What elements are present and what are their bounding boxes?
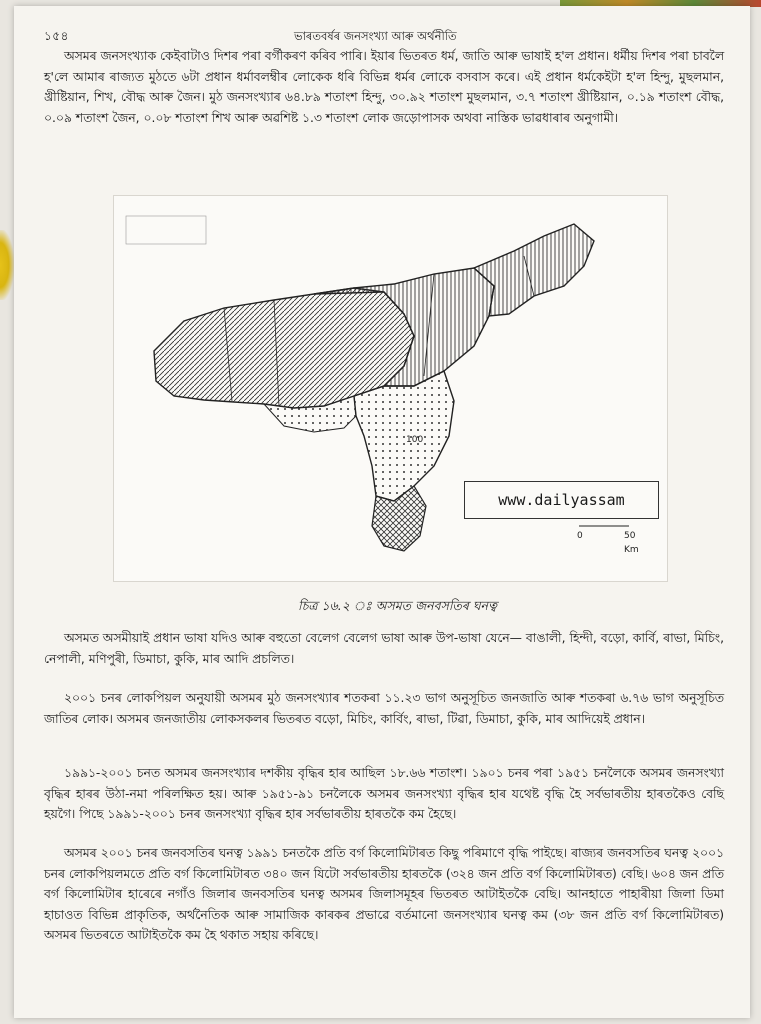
map-artifact — [126, 216, 206, 244]
yellow-edge-mark — [0, 230, 14, 300]
page-number: ১৫৪ — [44, 29, 69, 43]
map-region-east — [474, 224, 594, 316]
scale-unit: Km — [624, 545, 639, 555]
map-region-south — [354, 371, 454, 501]
assam-map — [114, 196, 667, 581]
page-header — [44, 28, 724, 48]
paragraph-religion: অসমৰ জনসংখ্যাক কেইবাটাও দিশৰ পৰা বৰ্গীকৰণ কৰিব পাৰি। ইয়াৰ ভিতৰত ধৰ্ম, জাতি আৰু ভাষাই হ'ল প্ৰধান। ধৰ্মীয় দিশৰ পৰা চাবলৈ হ'লে আমাৰ ৰাজ্যত মুঠতে ৬টা প্ৰধান ধৰ্মাবলম্বীৰ লোকেক ধৰি বিভিন্ন ধৰ্মৰ লোকে বসবাস কৰে। এই প্ৰধান ধৰ্মকেইটা হ'ল হিন্দু, মুছলমান, খ্ৰীষ্টিয়ান, শিখ, বৌদ্ধ আৰু জৈন। মুঠ জনসংখ্যাৰ ৬৪.৮৯ শতাংশ হিন্দু, ৩০.৯২ শতাংশ মুছলমান, ৩.৭ শতাংশ খ্ৰীষ্টিয়ান, ০.১৯ শতাংশ বৌদ্ধ, ০.০৯ শতাংশ জৈন, ০.০৮ শতাংশ শিখ আৰু অৱশিষ্ট ১.৩ শতাংশ লোক জড়োপাসক অথবা নাস্তিক ভাৱধাৰাৰ অনুগামী। — [44, 49, 724, 125]
paragraph-languages: অসমত অসমীয়াই প্ৰধান ভাষা যদিও আৰু বহুতো বেলেগ বেলেগ ভাষা আৰু উপ-ভাষা যেনে— বাঙালী, হিন্দী, বড়ো, কাৰ্বি, ৰাভা, মিচিং, নেপালী, মণিপুৰী, ডিমাচা, কুকি, মাৰ আদি প্ৰচলিত। — [44, 631, 724, 666]
scale-zero: 0 — [577, 531, 583, 541]
population-density-map-figure — [113, 195, 668, 582]
running-title: ভাৰতবৰ্ষৰ জনসংখ্যা আৰু অৰ্থনীতি — [294, 29, 457, 43]
paragraph-tribes: ২০০১ চনৰ লোকপিয়ল অনুযায়ী অসমৰ মুঠ জনসংখ্যাৰ শতকৰা ১১.২৩ ভাগ অনুসূচিত জনজাতি আৰু শতকৰা ৬.৭৬ ভাগ অনুসূচিত জাতিৰ লোক। অসমৰ জনজাতীয় লোকসকলৰ ভিতৰত বড়ো, মিচিং, কাৰ্বিং, ৰাভা, টিৱা, ডিমাচা, কুকি, মাৰ আদিয়েই প্ৰধান। — [44, 691, 724, 726]
figure-caption: চিত্ৰ ১৬.২ ঃ অসমত জনবসতিৰ ঘনত্ব — [298, 598, 497, 613]
map-label-100: 100 — [406, 435, 424, 445]
scale-fifty: 50 — [624, 531, 636, 541]
paragraph-growth-rate: ১৯৯১-২০০১ চনত অসমৰ জনসংখ্যাৰ দশকীয় বৃদ্ধিৰ হাৰ আছিল ১৮.৬৬ শতাংশ। ১৯০১ চনৰ পৰা ১৯৫১ চনলৈকে অসমৰ জনসংখ্যা বৃদ্ধিৰ হাৰৰ উঠা-নমা পৰিলক্ষিত হয়। আৰু ১৯৫১-৯১ চনলৈকে অসমৰ জনসংখ্যা বৃদ্ধিৰ হাৰ যথেষ্ট বৃদ্ধি হৈ সৰ্বভাৰতীয় হাৰতকৈও বেছি হয়গৈ। পিছে ১৯৯১-২০০১ চনৰ জনসংখ্যা বৃদ্ধিৰ হাৰ সৰ্বভাৰতীয় হাৰতকৈ কম হৈছে। — [44, 766, 724, 822]
paragraph-density: অসমৰ ২০০১ চনৰ জনবসতিৰ ঘনত্ব ১৯৯১ চনতকৈ প্ৰতি বৰ্গ কিলোমিটাৰত কিছু পৰিমাণে বৃদ্ধি পাইছে। ৰাজ্যৰ জনবসতিৰ ঘনত্ব ২০০১ চনৰ লোকপিয়লমতে প্ৰতি বৰ্গ কিলোমিটাৰত ৩৪০ জন যিটো সৰ্বভাৰতীয় হাৰতকৈ (৩২৪ জন প্ৰতি বৰ্গ কিলোমিটাৰত) বেছি। ৬০৪ জন প্ৰতি বৰ্গ কিলোমিটাৰ হাৰেৰে নগাঁও জিলাৰ জনবসতিৰ ঘনত্ব অসমৰ জিলাসমূহৰ ভিতৰত আটাইতকৈ বেছি। আনহাতে পাহাৰীয়া জিলা ডিমা হাচাওত বিভিন্ন প্ৰাকৃতিক, অৰ্থনৈতিক আৰু সামাজিক কাৰকৰ প্ৰভাৱে বৰ্তমানো জনসংখ্যাৰ ঘনত্ব কম (৩৮ জন প্ৰতি বৰ্গ কিলোমিটাৰত) অসমৰ ভিতৰতে আটাইতকৈ কম হৈ থকাত সহায় কৰিছে। — [44, 846, 724, 943]
watermark: www.dailyassam — [464, 481, 659, 519]
